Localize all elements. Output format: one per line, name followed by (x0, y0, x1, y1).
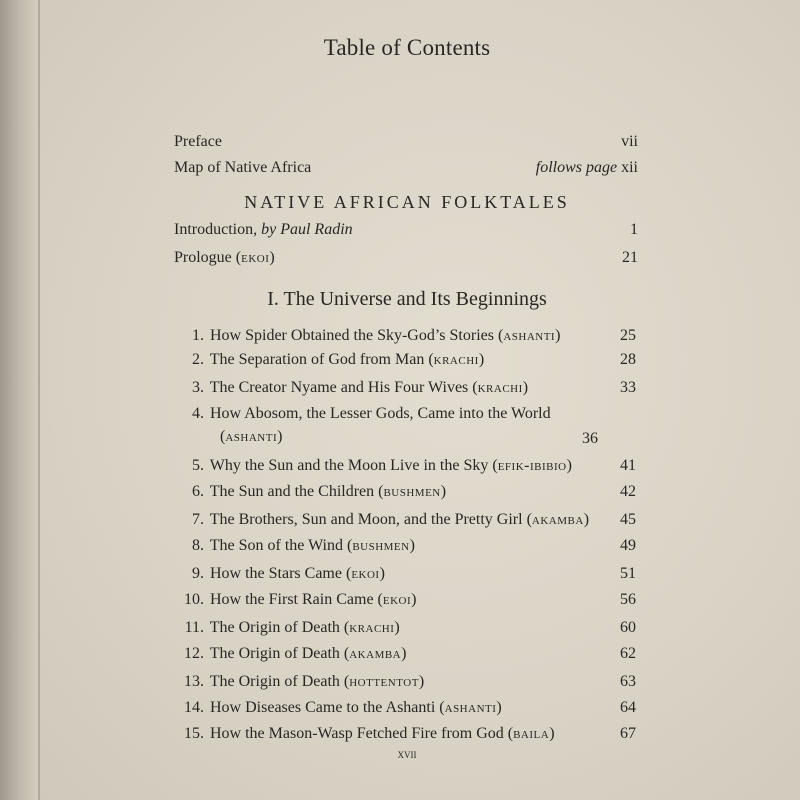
tribe-label: krachi (349, 619, 395, 636)
tribe-label: bushmen (383, 483, 441, 500)
intro-author-prefix: by (261, 221, 277, 238)
entry-number: 11. (184, 619, 204, 636)
entry-page: 33 (620, 379, 636, 396)
entry-page: 28 (620, 351, 636, 368)
toc-entry (176, 644, 636, 664)
toc-entry-title: 9. How the Stars Came (ekoi) (176, 564, 385, 584)
entry-number: 5. (192, 457, 204, 474)
entry-title: The Sun and the Children (209, 483, 375, 500)
toc-row-page (536, 158, 638, 178)
entry-page: 67 (620, 725, 636, 742)
toc-entry (176, 698, 636, 718)
entry-page: 62 (620, 645, 636, 662)
toc-entry (176, 536, 636, 556)
page-number: xii (621, 159, 638, 176)
tribe-label: efik-ibibio (497, 457, 567, 474)
toc-entry (176, 326, 636, 346)
book-gutter (0, 0, 40, 800)
entry-title: Why the Sun and the Moon Live in the Sky (209, 457, 489, 474)
toc-row-title (174, 220, 353, 240)
part-heading (40, 288, 774, 311)
entry-title: How the First Rain Came (210, 591, 374, 608)
toc-row-preface (174, 132, 638, 152)
entry-number: 8. (192, 537, 204, 554)
entry-number: 3. (192, 379, 204, 396)
toc-entry (176, 724, 636, 744)
entry-number: 15. (184, 725, 204, 742)
toc-entry (176, 564, 636, 584)
entry-page: 56 (620, 591, 636, 608)
entry-title: The Creator Nyame and His Four Wives (209, 379, 469, 396)
page-folio: xvii (397, 746, 417, 761)
tribe-label: bushmen (352, 537, 410, 554)
toc-entry-title: 12. The Origin of Death (akamba) (176, 644, 406, 664)
toc-entry (176, 672, 636, 692)
toc-entry (176, 456, 636, 476)
entry-number: 6. (192, 483, 204, 500)
entry-title: How the Stars Came (210, 565, 342, 582)
toc-entry-title: 5. Why the Sun and the Moon Live in the Sky (efik-ibibio) (176, 456, 572, 476)
toc-row-page: 21 (622, 249, 638, 266)
entry-page: 60 (620, 619, 636, 636)
toc-row-page: 1 (630, 221, 638, 238)
entry-number: 10. (184, 591, 204, 608)
entry-page: 63 (620, 673, 636, 690)
toc-entry (176, 510, 636, 530)
tribe-label: ashanti (444, 699, 497, 716)
entry-page: 25 (620, 327, 636, 344)
toc-entry (176, 590, 636, 610)
toc-row-title: Preface (174, 133, 222, 150)
tribe-label: akamba (349, 645, 402, 662)
entry-page: 42 (620, 483, 636, 500)
toc-row-introduction (174, 220, 638, 240)
toc-row-page: vii (621, 133, 638, 150)
tribe-label: ekoi (241, 249, 270, 266)
toc-entry-title: 11. The Origin of Death (krachi) (176, 618, 400, 638)
entry-number: 9. (192, 565, 204, 582)
entry-page: 41 (620, 457, 636, 474)
page-prefix: follows page (535, 159, 618, 176)
toc-entry (176, 404, 636, 424)
toc-entry (176, 378, 636, 398)
toc-entry-title: 7. The Brothers, Sun and Moon, and the Pretty Girl (akamba) (176, 510, 589, 530)
toc-entry-title: 8. The Son of the Wind (bushmen) (176, 536, 415, 556)
entry-title: The Separation of God from Man (209, 351, 425, 368)
toc-entry-title: 1. How Spider Obtained the Sky-God’s Stories (ashanti) (176, 326, 560, 346)
entry-page: 64 (620, 699, 636, 716)
entry-title: The Origin of Death (209, 619, 340, 636)
toc-entry (176, 618, 636, 638)
toc-entry-title: 10. How the First Rain Came (ekoi) (176, 590, 416, 610)
toc-entry-title: 15. How the Mason-Wasp Fetched Fire from God (baila) (176, 724, 555, 744)
intro-author: Paul Radin (280, 221, 353, 238)
tribe-label: krachi (477, 379, 523, 396)
entry-title: The Origin of Death (209, 673, 340, 690)
tribe-label: krachi (433, 351, 479, 368)
entry-title: The Son of the Wind (209, 537, 343, 554)
entry-number: 7. (192, 511, 204, 528)
tribe-label: akamba (531, 511, 584, 528)
book-page (40, 0, 800, 800)
entry-number: 1. (192, 327, 204, 344)
toc-entry (176, 482, 636, 502)
tribe-label: ashanti (225, 428, 278, 445)
toc-row-prologue (174, 248, 638, 268)
page-title: Table of Contents (323, 35, 491, 60)
entry-page: 49 (620, 537, 636, 554)
prologue-label: Prologue (174, 249, 232, 266)
tribe-label: hottentot (349, 673, 419, 690)
entry-number: 12. (184, 645, 204, 662)
entry-page: 36 (582, 430, 598, 447)
tribe-label: ekoi (382, 591, 412, 608)
toc-entry-title: 13. The Origin of Death (hottentot) (176, 672, 424, 692)
tribe-label: baila (513, 725, 550, 742)
entry-title: How Diseases Came to the Ashanti (210, 699, 436, 716)
toc-entry-title: 6. The Sun and the Children (bushmen) (176, 482, 446, 502)
entry-number: 14. (184, 699, 204, 716)
toc-row-title: Map of Native Africa (174, 159, 312, 176)
entry-title: The Brothers, Sun and Moon, and the Pretty Girl (209, 511, 523, 528)
toc-entry-title: 14. How Diseases Came to the Ashanti (ashanti) (176, 698, 502, 718)
tribe-label: ashanti (503, 327, 556, 344)
entry-title: How Spider Obtained the Sky-God’s Stories (210, 327, 494, 344)
entry-title: How Abosom, the Lesser Gods, Came into the World (210, 405, 551, 422)
entry-page: 45 (620, 511, 636, 528)
intro-label: Introduction, (174, 221, 258, 238)
section-heading: NATIVE AFRICAN FOLKTALES (244, 192, 570, 212)
entry-number: 13. (184, 673, 204, 690)
part-title: The Universe and Its Beginnings (283, 288, 547, 310)
toc-entry-title (176, 404, 551, 424)
toc-entry-title: 2. The Separation of God from Man (krachi) (176, 350, 484, 370)
toc-entry-title: 3. The Creator Nyame and His Four Wives (krachi) (176, 378, 528, 398)
tribe-label: ekoi (351, 565, 380, 582)
part-number: I. (267, 288, 279, 310)
entry-title: How the Mason-Wasp Fetched Fire from God (210, 725, 504, 742)
entry-page: 51 (620, 565, 636, 582)
entry-number: 4. (192, 405, 204, 422)
toc-entry (176, 350, 636, 370)
entry-number: 2. (192, 351, 204, 368)
entry-title: The Origin of Death (209, 645, 340, 662)
toc-row-map (174, 158, 638, 178)
toc-entry-continuation: (ashanti) (220, 428, 283, 445)
toc-row-title: Prologue (ekoi) (174, 249, 275, 266)
